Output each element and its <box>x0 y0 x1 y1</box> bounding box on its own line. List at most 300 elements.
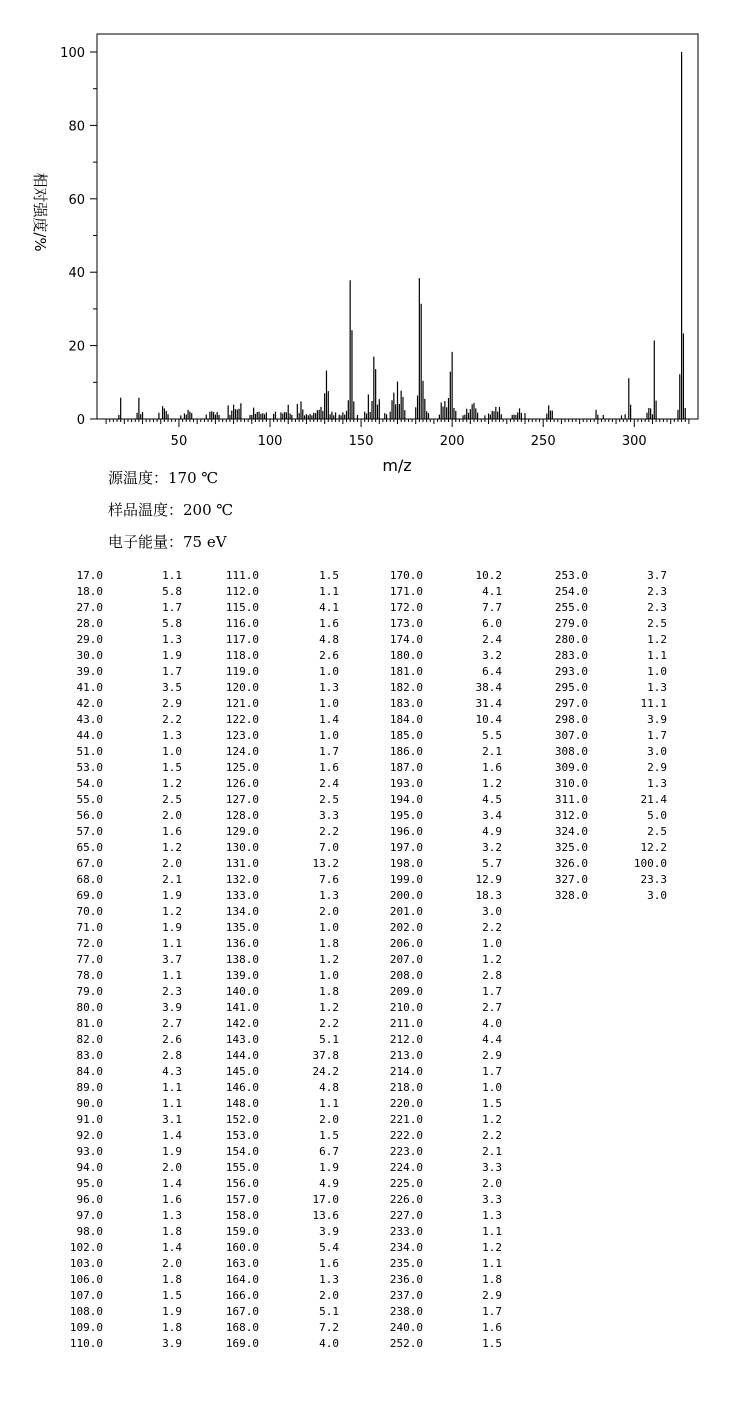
intensity-value: 3.0 <box>647 745 667 758</box>
intensity-value: 1.1 <box>319 1097 339 1110</box>
y-tick-label: 0 <box>76 413 85 428</box>
intensity-value: 7.0 <box>319 841 339 854</box>
intensity-value: 1.8 <box>482 1273 502 1286</box>
intensity-value: 2.0 <box>162 1161 182 1174</box>
x-tick-label: 150 <box>348 434 374 449</box>
mz-value: 142.0 <box>225 1017 259 1030</box>
intensity-value: 1.5 <box>482 1097 502 1110</box>
mz-value: 254.0 <box>554 585 588 598</box>
mz-value: 226.0 <box>389 1193 423 1206</box>
intensity-value: 1.7 <box>647 729 667 742</box>
intensity-value: 2.7 <box>162 1017 182 1030</box>
intensity-value: 2.0 <box>319 1113 339 1126</box>
mz-value: 80.0 <box>76 1001 103 1014</box>
mz-value: 44.0 <box>76 729 103 742</box>
intensity-value: 2.1 <box>482 745 502 758</box>
mz-value: 29.0 <box>76 633 103 646</box>
intensity-value: 3.9 <box>162 1001 182 1014</box>
intensity-value: 12.9 <box>475 873 502 886</box>
y-tick-label: 80 <box>68 119 85 135</box>
intensity-value: 1.2 <box>482 1113 502 1126</box>
mz-value: 326.0 <box>554 857 588 870</box>
mz-value: 213.0 <box>389 1049 423 1062</box>
mz-value: 310.0 <box>554 777 588 790</box>
mz-value: 166.0 <box>225 1289 259 1302</box>
mz-value: 18.0 <box>76 585 103 598</box>
intensity-value: 1.3 <box>319 1273 339 1286</box>
intensity-value: 1.4 <box>162 1129 182 1142</box>
intensity-value: 4.4 <box>482 1033 502 1046</box>
intensity-value: 4.3 <box>162 1065 182 1078</box>
mz-value: 51.0 <box>76 745 103 758</box>
intensity-value: 3.3 <box>319 809 339 822</box>
mz-value: 130.0 <box>225 841 259 854</box>
mz-value: 28.0 <box>76 617 103 630</box>
mz-value: 103.0 <box>69 1257 103 1270</box>
intensity-value: 1.0 <box>647 665 667 678</box>
intensity-value: 1.1 <box>647 649 667 662</box>
mz-value: 193.0 <box>389 777 423 790</box>
mz-value: 255.0 <box>554 601 588 614</box>
intensity-value: 1.1 <box>162 569 182 582</box>
intensity-value: 1.5 <box>319 1129 339 1142</box>
mz-value: 138.0 <box>225 953 259 966</box>
intensity-value: 3.4 <box>482 809 502 822</box>
plot-frame <box>97 34 698 419</box>
mz-value: 17.0 <box>76 569 103 582</box>
intensity-value: 3.0 <box>482 905 502 918</box>
intensity-value: 10.2 <box>475 569 502 582</box>
y-tick-label: 100 <box>60 46 85 61</box>
intensity-value: 1.2 <box>162 777 182 790</box>
mz-value: 298.0 <box>554 713 588 726</box>
mz-value: 169.0 <box>225 1337 259 1350</box>
intensity-value: 1.6 <box>482 1321 502 1334</box>
intensity-value: 1.9 <box>319 1161 339 1174</box>
mz-value: 98.0 <box>76 1225 103 1238</box>
mz-value: 107.0 <box>69 1289 103 1302</box>
intensity-value: 1.1 <box>162 969 182 982</box>
mz-value: 140.0 <box>225 985 259 998</box>
intensity-value: 1.3 <box>647 777 667 790</box>
intensity-value: 3.3 <box>482 1161 502 1174</box>
mz-value: 106.0 <box>69 1273 103 1286</box>
intensity-value: 1.9 <box>162 921 182 934</box>
mz-value: 185.0 <box>389 729 423 742</box>
mz-value: 325.0 <box>554 841 588 854</box>
mz-value: 196.0 <box>389 825 423 838</box>
mz-value: 55.0 <box>76 793 103 806</box>
mz-value: 164.0 <box>225 1273 259 1286</box>
mz-value: 143.0 <box>225 1033 259 1046</box>
mz-value: 126.0 <box>225 777 259 790</box>
mz-value: 121.0 <box>225 697 259 710</box>
intensity-value: 1.3 <box>319 889 339 902</box>
intensity-value: 1.1 <box>319 585 339 598</box>
intensity-value: 4.5 <box>482 793 502 806</box>
intensity-value: 2.5 <box>647 617 667 630</box>
mz-value: 197.0 <box>389 841 423 854</box>
intensity-value: 2.2 <box>319 1017 339 1030</box>
mz-value: 70.0 <box>76 905 103 918</box>
mz-value: 187.0 <box>389 761 423 774</box>
mz-value: 159.0 <box>225 1225 259 1238</box>
mz-value: 84.0 <box>76 1065 103 1078</box>
mz-value: 91.0 <box>76 1113 103 1126</box>
mz-value: 56.0 <box>76 809 103 822</box>
intensity-value: 2.5 <box>647 825 667 838</box>
mz-value: 110.0 <box>69 1337 103 1350</box>
intensity-value: 3.9 <box>319 1225 339 1238</box>
intensity-value: 1.6 <box>162 1193 182 1206</box>
intensity-value: 1.0 <box>319 697 339 710</box>
intensity-value: 12.2 <box>640 841 667 854</box>
intensity-value: 1.0 <box>482 937 502 950</box>
intensity-value: 3.0 <box>647 889 667 902</box>
mz-value: 253.0 <box>554 569 588 582</box>
intensity-value: 4.8 <box>319 633 339 646</box>
mz-value: 160.0 <box>225 1241 259 1254</box>
mz-value: 94.0 <box>76 1161 103 1174</box>
mz-value: 128.0 <box>225 809 259 822</box>
mz-value: 182.0 <box>389 681 423 694</box>
mz-value: 209.0 <box>389 985 423 998</box>
mz-value: 139.0 <box>225 969 259 982</box>
intensity-value: 2.2 <box>482 1129 502 1142</box>
intensity-value: 2.0 <box>319 1289 339 1302</box>
mz-value: 72.0 <box>76 937 103 950</box>
intensity-value: 18.3 <box>475 889 502 902</box>
intensity-value: 1.8 <box>319 985 339 998</box>
intensity-value: 1.0 <box>319 729 339 742</box>
intensity-value: 2.9 <box>482 1289 502 1302</box>
intensity-value: 37.8 <box>312 1049 339 1062</box>
mz-value: 194.0 <box>389 793 423 806</box>
intensity-value: 1.5 <box>319 569 339 582</box>
mz-value: 65.0 <box>76 841 103 854</box>
intensity-value: 1.8 <box>162 1321 182 1334</box>
mz-value: 77.0 <box>76 953 103 966</box>
mz-value: 135.0 <box>225 921 259 934</box>
mz-value: 71.0 <box>76 921 103 934</box>
mz-value: 117.0 <box>225 633 259 646</box>
mz-value: 328.0 <box>554 889 588 902</box>
intensity-value: 1.2 <box>482 1241 502 1254</box>
intensity-value: 1.9 <box>162 1145 182 1158</box>
intensity-value: 1.5 <box>162 761 182 774</box>
x-tick-label: 250 <box>530 434 556 449</box>
mz-value: 222.0 <box>389 1129 423 1142</box>
mz-value: 295.0 <box>554 681 588 694</box>
intensity-value: 5.4 <box>319 1241 339 1254</box>
intensity-value: 2.1 <box>482 1145 502 1158</box>
mz-value: 67.0 <box>76 857 103 870</box>
intensity-value: 5.8 <box>162 585 182 598</box>
intensity-value: 1.1 <box>482 1225 502 1238</box>
mz-value: 123.0 <box>225 729 259 742</box>
mz-value: 212.0 <box>389 1033 423 1046</box>
mz-value: 235.0 <box>389 1257 423 1270</box>
mz-value: 158.0 <box>225 1209 259 1222</box>
mz-value: 132.0 <box>225 873 259 886</box>
intensity-value: 2.7 <box>482 1001 502 1014</box>
intensity-value: 5.5 <box>482 729 502 742</box>
mz-value: 83.0 <box>76 1049 103 1062</box>
intensity-value: 4.9 <box>319 1177 339 1190</box>
intensity-value: 1.1 <box>482 1257 502 1270</box>
mz-value: 157.0 <box>225 1193 259 1206</box>
y-tick-label: 20 <box>68 339 85 355</box>
mz-value: 129.0 <box>225 825 259 838</box>
intensity-value: 2.2 <box>319 825 339 838</box>
intensity-value: 1.7 <box>319 745 339 758</box>
intensity-value: 1.2 <box>162 905 182 918</box>
mz-value: 206.0 <box>389 937 423 950</box>
mz-value: 116.0 <box>225 617 259 630</box>
intensity-value: 4.0 <box>319 1337 339 1350</box>
mz-value: 240.0 <box>389 1321 423 1334</box>
mz-value: 234.0 <box>389 1241 423 1254</box>
intensity-value: 3.2 <box>482 841 502 854</box>
mz-value: 119.0 <box>225 665 259 678</box>
mz-value: 221.0 <box>389 1113 423 1126</box>
x-tick-label: 200 <box>439 434 465 449</box>
mz-value: 324.0 <box>554 825 588 838</box>
mz-value: 89.0 <box>76 1081 103 1094</box>
intensity-value: 5.1 <box>319 1305 339 1318</box>
intensity-value: 2.3 <box>647 585 667 598</box>
x-tick-label: 300 <box>621 434 647 449</box>
intensity-value: 3.1 <box>162 1113 182 1126</box>
mz-value: 115.0 <box>225 601 259 614</box>
mz-value: 124.0 <box>225 745 259 758</box>
intensity-value: 1.0 <box>319 969 339 982</box>
mz-value: 82.0 <box>76 1033 103 1046</box>
mz-value: 186.0 <box>389 745 423 758</box>
intensity-value: 1.9 <box>162 1305 182 1318</box>
mz-value: 93.0 <box>76 1145 103 1158</box>
intensity-value: 3.5 <box>162 681 182 694</box>
mz-value: 173.0 <box>389 617 423 630</box>
intensity-value: 24.2 <box>312 1065 339 1078</box>
intensity-value: 1.2 <box>647 633 667 646</box>
mz-value: 293.0 <box>554 665 588 678</box>
mz-value: 227.0 <box>389 1209 423 1222</box>
intensity-value: 3.3 <box>482 1193 502 1206</box>
intensity-value: 1.8 <box>162 1273 182 1286</box>
intensity-value: 13.6 <box>312 1209 339 1222</box>
mz-value: 184.0 <box>389 713 423 726</box>
intensity-value: 2.0 <box>162 857 182 870</box>
mz-value: 167.0 <box>225 1305 259 1318</box>
mz-value: 208.0 <box>389 969 423 982</box>
mz-value: 223.0 <box>389 1145 423 1158</box>
mz-value: 122.0 <box>225 713 259 726</box>
intensity-value: 2.9 <box>162 697 182 710</box>
intensity-value: 1.3 <box>162 729 182 742</box>
mz-value: 141.0 <box>225 1001 259 1014</box>
intensity-value: 1.1 <box>162 1097 182 1110</box>
intensity-value: 1.0 <box>162 745 182 758</box>
intensity-value: 11.1 <box>640 697 667 710</box>
intensity-value: 1.6 <box>162 825 182 838</box>
intensity-value: 2.0 <box>482 1177 502 1190</box>
mz-value: 202.0 <box>389 921 423 934</box>
mz-value: 210.0 <box>389 1001 423 1014</box>
mz-value: 90.0 <box>76 1097 103 1110</box>
mz-value: 30.0 <box>76 649 103 662</box>
mz-value: 39.0 <box>76 665 103 678</box>
mass-spectrum-chart <box>0 0 737 480</box>
intensity-value: 1.2 <box>162 841 182 854</box>
x-tick-label: 50 <box>170 434 188 449</box>
y-tick-label: 60 <box>68 192 85 208</box>
intensity-value: 6.7 <box>319 1145 339 1158</box>
mz-value: 207.0 <box>389 953 423 966</box>
intensity-value: 1.8 <box>162 1225 182 1238</box>
intensity-value: 2.0 <box>162 809 182 822</box>
mz-value: 145.0 <box>225 1065 259 1078</box>
intensity-value: 2.5 <box>162 793 182 806</box>
mz-value: 109.0 <box>69 1321 103 1334</box>
mz-value: 42.0 <box>76 697 103 710</box>
intensity-value: 1.5 <box>482 1337 502 1350</box>
mz-value: 211.0 <box>389 1017 423 1030</box>
intensity-value: 5.7 <box>482 857 502 870</box>
intensity-value: 17.0 <box>312 1193 339 1206</box>
mz-value: 200.0 <box>389 889 423 902</box>
intensity-value: 1.9 <box>162 649 182 662</box>
mz-value: 168.0 <box>225 1321 259 1334</box>
mz-value: 112.0 <box>225 585 259 598</box>
intensity-value: 1.2 <box>319 1001 339 1014</box>
mz-value: 69.0 <box>76 889 103 902</box>
intensity-value: 2.1 <box>162 873 182 886</box>
intensity-value: 1.0 <box>482 1081 502 1094</box>
mz-value: 195.0 <box>389 809 423 822</box>
intensity-value: 2.4 <box>319 777 339 790</box>
mz-value: 309.0 <box>554 761 588 774</box>
intensity-value: 4.0 <box>482 1017 502 1030</box>
intensity-value: 1.6 <box>482 761 502 774</box>
mz-value: 220.0 <box>389 1097 423 1110</box>
intensity-value: 1.6 <box>319 1257 339 1270</box>
mz-value: 95.0 <box>76 1177 103 1190</box>
intensity-value: 1.0 <box>319 665 339 678</box>
mz-value: 201.0 <box>389 905 423 918</box>
mz-value: 327.0 <box>554 873 588 886</box>
mz-value: 43.0 <box>76 713 103 726</box>
x-axis-label: m/z <box>382 456 412 475</box>
intensity-value: 1.6 <box>319 761 339 774</box>
peak-table <box>0 568 737 1368</box>
intensity-value: 23.3 <box>640 873 667 886</box>
mz-value: 170.0 <box>389 569 423 582</box>
intensity-value: 1.3 <box>162 633 182 646</box>
intensity-value: 100.0 <box>633 857 667 870</box>
intensity-value: 5.0 <box>647 809 667 822</box>
intensity-value: 6.4 <box>482 665 502 678</box>
intensity-value: 2.0 <box>162 1257 182 1270</box>
mz-value: 225.0 <box>389 1177 423 1190</box>
intensity-value: 2.4 <box>482 633 502 646</box>
mz-value: 108.0 <box>69 1305 103 1318</box>
mz-value: 233.0 <box>389 1225 423 1238</box>
intensity-value: 1.9 <box>162 889 182 902</box>
intensity-value: 3.7 <box>162 953 182 966</box>
intensity-value: 1.0 <box>319 921 339 934</box>
intensity-value: 1.3 <box>482 1209 502 1222</box>
intensity-value: 1.7 <box>482 1305 502 1318</box>
intensity-value: 21.4 <box>640 793 667 806</box>
intensity-value: 1.2 <box>319 953 339 966</box>
mz-value: 252.0 <box>389 1337 423 1350</box>
intensity-value: 1.8 <box>319 937 339 950</box>
intensity-value: 1.3 <box>162 1209 182 1222</box>
mz-value: 144.0 <box>225 1049 259 1062</box>
mz-value: 236.0 <box>389 1273 423 1286</box>
mz-value: 97.0 <box>76 1209 103 1222</box>
intensity-value: 3.2 <box>482 649 502 662</box>
mz-value: 312.0 <box>554 809 588 822</box>
intensity-value: 1.1 <box>162 937 182 950</box>
mz-value: 279.0 <box>554 617 588 630</box>
mz-value: 111.0 <box>225 569 259 582</box>
mz-value: 181.0 <box>389 665 423 678</box>
intensity-value: 2.8 <box>162 1049 182 1062</box>
intensity-value: 1.2 <box>482 953 502 966</box>
mz-value: 180.0 <box>389 649 423 662</box>
intensity-value: 10.4 <box>475 713 502 726</box>
mz-value: 53.0 <box>76 761 103 774</box>
x-tick-label: 100 <box>257 434 283 449</box>
mz-value: 308.0 <box>554 745 588 758</box>
mz-value: 68.0 <box>76 873 103 886</box>
intensity-value: 1.3 <box>319 681 339 694</box>
mz-value: 131.0 <box>225 857 259 870</box>
mz-value: 307.0 <box>554 729 588 742</box>
intensity-value: 1.6 <box>319 617 339 630</box>
intensity-value: 7.7 <box>482 601 502 614</box>
mz-value: 148.0 <box>225 1097 259 1110</box>
mz-value: 155.0 <box>225 1161 259 1174</box>
intensity-value: 5.8 <box>162 617 182 630</box>
intensity-value: 2.2 <box>482 921 502 934</box>
mz-value: 218.0 <box>389 1081 423 1094</box>
mz-value: 171.0 <box>389 585 423 598</box>
mz-value: 153.0 <box>225 1129 259 1142</box>
y-axis <box>60 46 97 428</box>
intensity-value: 3.9 <box>647 713 667 726</box>
mz-value: 154.0 <box>225 1145 259 1158</box>
mz-value: 120.0 <box>225 681 259 694</box>
mz-value: 81.0 <box>76 1017 103 1030</box>
mz-value: 146.0 <box>225 1081 259 1094</box>
mz-value: 78.0 <box>76 969 103 982</box>
mz-value: 102.0 <box>69 1241 103 1254</box>
mz-value: 237.0 <box>389 1289 423 1302</box>
mz-value: 118.0 <box>225 649 259 662</box>
mz-value: 183.0 <box>389 697 423 710</box>
mz-value: 125.0 <box>225 761 259 774</box>
mz-value: 280.0 <box>554 633 588 646</box>
spectrum-peaks <box>119 52 685 419</box>
mz-value: 127.0 <box>225 793 259 806</box>
intensity-value: 2.3 <box>647 601 667 614</box>
mz-value: 311.0 <box>554 793 588 806</box>
intensity-value: 1.7 <box>162 665 182 678</box>
intensity-value: 1.7 <box>482 1065 502 1078</box>
